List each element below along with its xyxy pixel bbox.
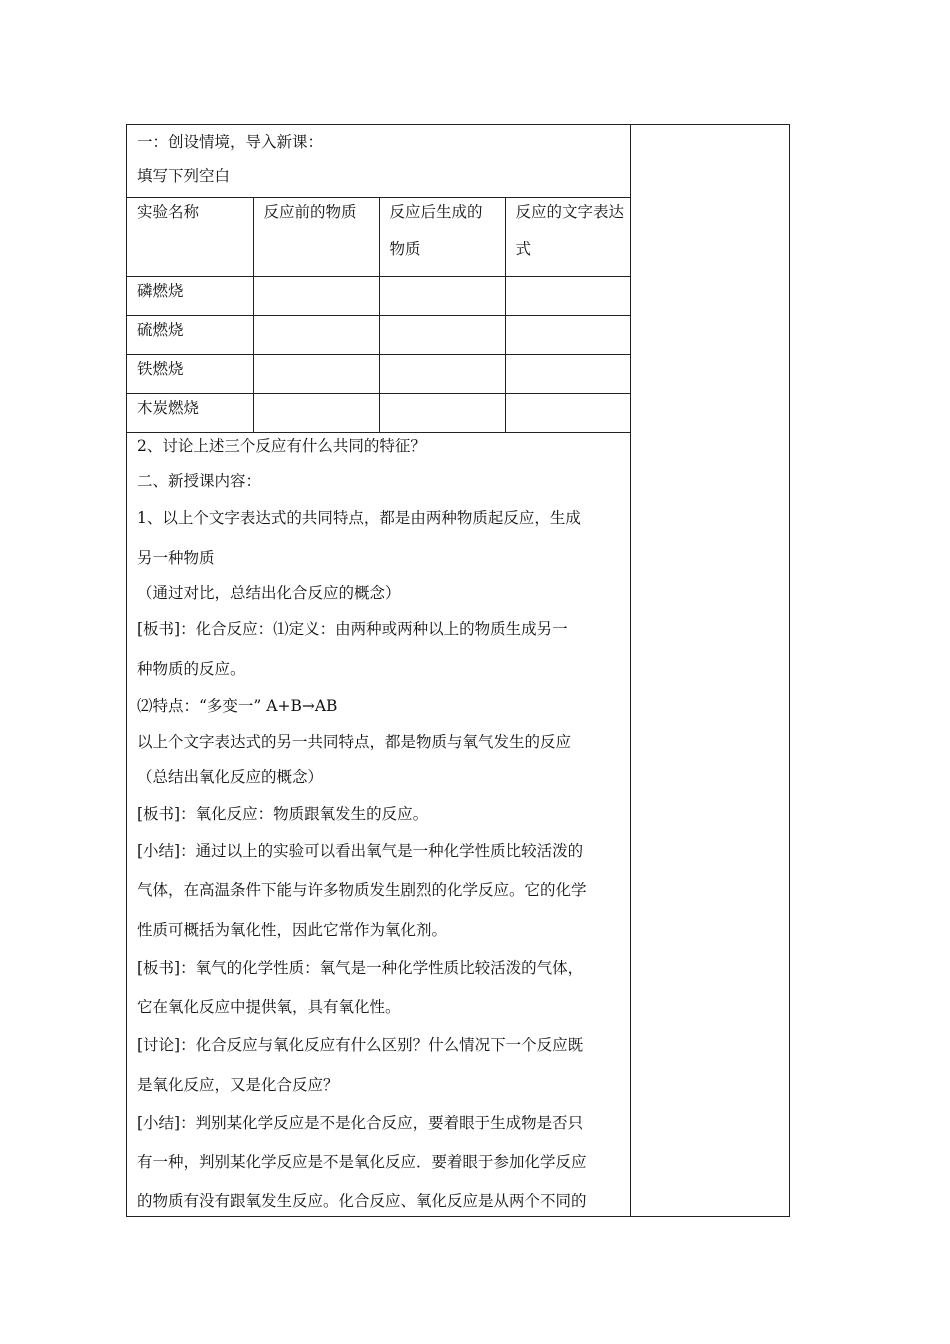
body-line: （通过对比，总结出化合反应的概念） xyxy=(137,584,401,602)
row-label: 木炭燃烧 xyxy=(127,394,253,433)
blank-cell xyxy=(379,277,505,316)
table-row xyxy=(127,394,631,433)
body-line: [小结]：通过以上的实验可以看出氧气是一种化学性质比较活泼的 xyxy=(137,842,584,860)
header-experiment-name: 实验名称 xyxy=(127,198,253,277)
body-line: 以上个文字表达式的另一共同特点，都是物质与氧气发生的反应 xyxy=(137,733,572,751)
blank-cell xyxy=(253,277,379,316)
table-header-row xyxy=(127,198,631,277)
header-reactants: 反应前的物质 xyxy=(253,198,379,277)
body-line: 另一种物质 xyxy=(137,549,215,567)
blank-cell xyxy=(379,316,505,355)
row-label: 硫燃烧 xyxy=(127,316,253,355)
body-line: 它在氧化反应中提供氧，具有氧化性。 xyxy=(137,998,401,1016)
body-line: [板书]：氧气的化学性质：氧气是一种化学性质比较活泼的气体， xyxy=(137,959,584,977)
table-row xyxy=(127,316,631,355)
body-line: ⑵特点：“多变一” A+B→AB xyxy=(137,697,338,715)
body-line: 二、新授课内容： xyxy=(137,472,262,490)
blank-cell xyxy=(253,394,379,433)
blank-cell xyxy=(505,316,631,355)
body-line: 有一种，判别某化学反应是不是氧化反应．要着眼于参加化学反应 xyxy=(137,1153,587,1171)
header-products: 反应后生成的 物质 xyxy=(379,198,505,277)
body-line: [板书]：氧化反应：物质跟氧发生的反应。 xyxy=(137,805,429,823)
body-line: 种物质的反应。 xyxy=(137,660,246,678)
intro-instruction: 填写下列空白 xyxy=(137,167,231,185)
table-row xyxy=(127,355,631,394)
blank-cell xyxy=(505,394,631,433)
blank-cell xyxy=(505,277,631,316)
blank-cell xyxy=(253,316,379,355)
body-line: [板书]：化合反应：⑴定义：由两种或两种以上的物质生成另一 xyxy=(137,620,568,638)
lesson-table-frame xyxy=(126,124,790,1217)
body-line: （总结出氧化反应的概念） xyxy=(137,768,324,786)
body-line: [讨论]：化合反应与氧化反应有什么区别？什么情况下一个反应既 xyxy=(137,1036,584,1054)
body-line: 1、以上个文字表达式的共同特点，都是由两种物质起反应，生成 xyxy=(137,509,581,527)
body-line: 是氧化反应，又是化合反应？ xyxy=(137,1076,339,1094)
header-word-equation: 反应的文字表达 式 xyxy=(505,198,631,277)
body-line: 性质可概括为氧化性，因此它常作为氧化剂。 xyxy=(137,921,448,939)
body-line: 2、讨论上述三个反应有什么共同的特征？ xyxy=(137,437,426,455)
body-line: 的物质有没有跟氧发生反应。化合反应、氧化反应是从两个不同的 xyxy=(137,1192,587,1210)
intro-heading: 一：创设情境，导入新课： xyxy=(137,133,324,151)
blank-cell xyxy=(379,355,505,394)
body-line: [小结]：判别某化学反应是不是化合反应，要着眼于生成物是否只 xyxy=(137,1114,584,1132)
row-label: 铁燃烧 xyxy=(127,355,253,394)
row-label: 磷燃烧 xyxy=(127,277,253,316)
experiment-table xyxy=(127,197,631,433)
table-row xyxy=(127,277,631,316)
blank-cell xyxy=(253,355,379,394)
blank-cell xyxy=(379,394,505,433)
blank-cell xyxy=(505,355,631,394)
body-line: 气体，在高温条件下能与许多物质发生剧烈的化学反应。它的化学 xyxy=(137,881,587,899)
